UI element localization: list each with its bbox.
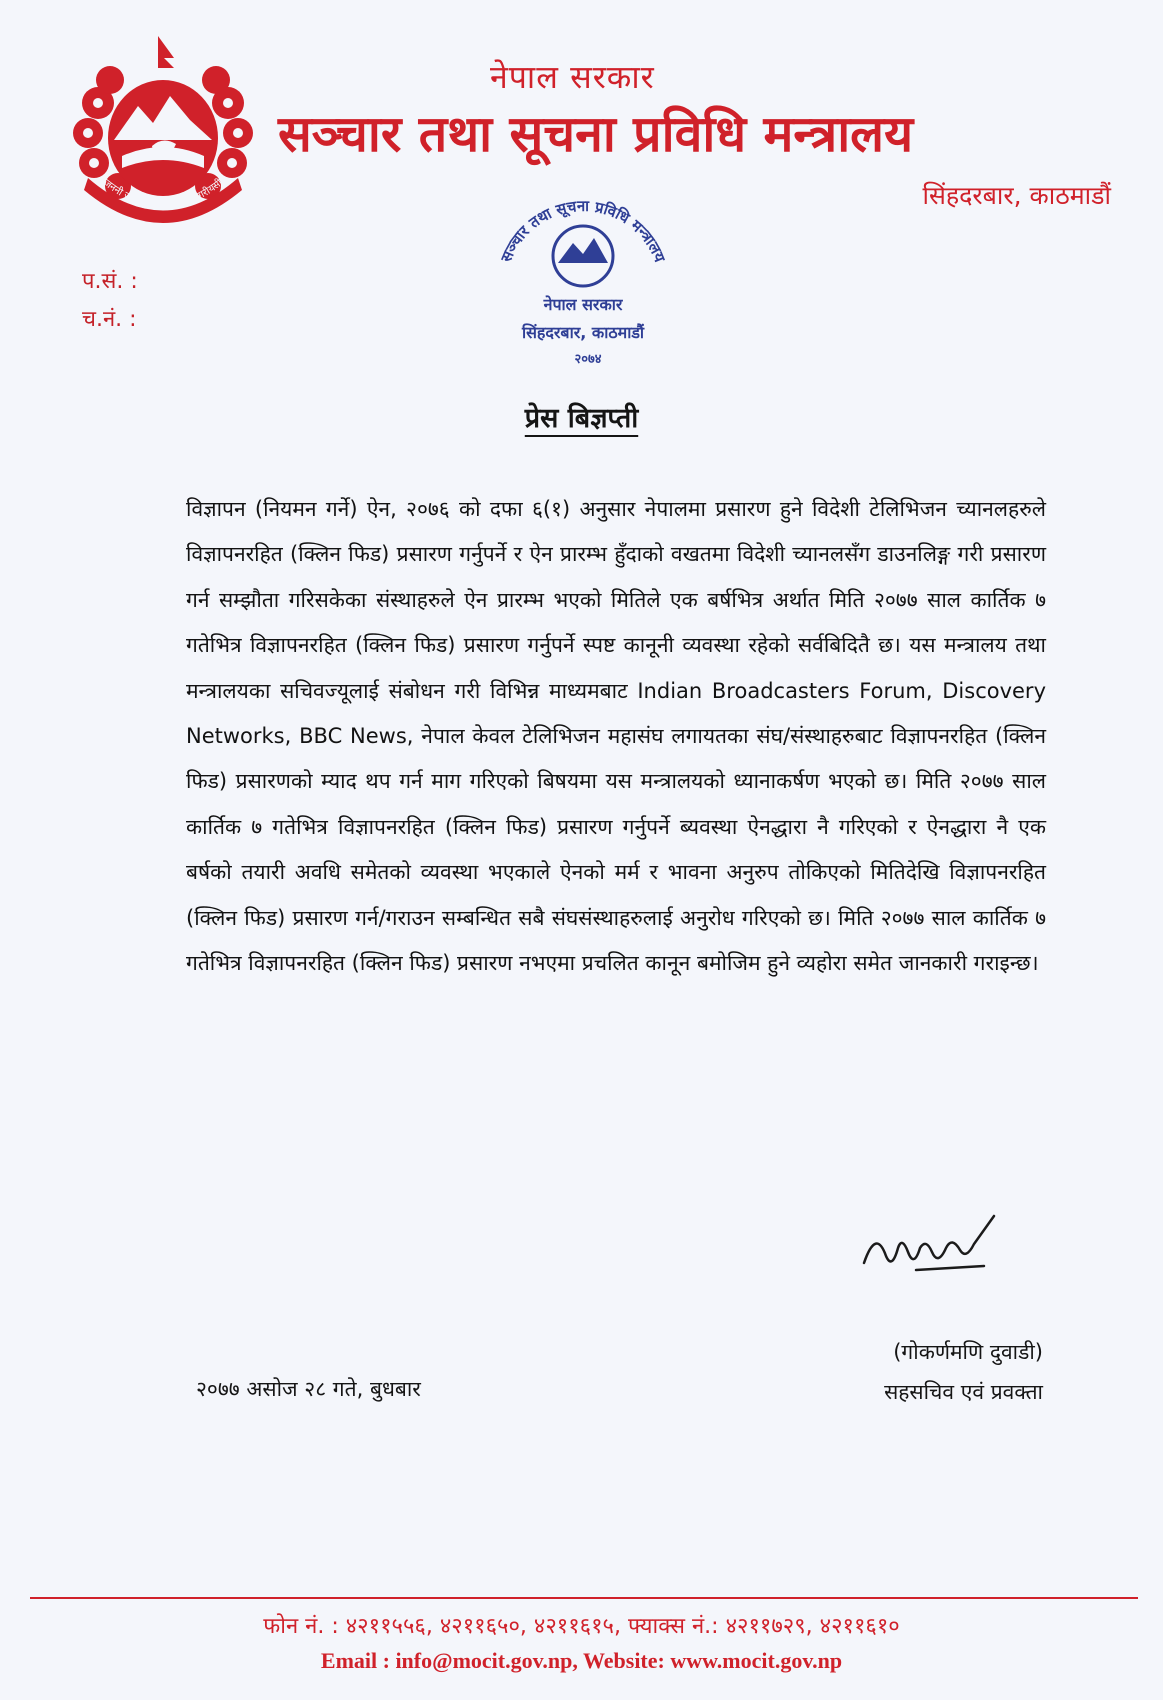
emblem-motto: जननी जन्मभूमिश्च स्वर्गादपि गरीयसी (101, 177, 225, 212)
footer-email-website: Email : info@mocit.gov.np, Website: www.mocit.gov.np (320, 1648, 843, 1673)
footer-phone-fax: फोन नं. : ४२११५५६, ४२११६५०, ४२११६१५, फ्याक्स नं.: ४२११७२९, ४२११६१० (263, 1614, 900, 1639)
stamp-ministry-text: सञ्चार तथा सूचना प्रविधि मन्त्रालय (497, 198, 669, 265)
signature-icon (856, 1208, 1006, 1288)
issue-date: २०७७ असोज २८ गते, बुधबार (196, 1377, 421, 1401)
document-title (0, 398, 1163, 435)
official-stamp-icon (478, 198, 688, 378)
ministry-address: सिंहदरबार, काठमाडौं (922, 181, 1111, 210)
footer-divider (30, 1597, 1138, 1599)
national-emblem-icon (58, 28, 268, 238)
stamp-government-text: नेपाल सरकार (543, 295, 623, 314)
ministry-name: सञ्चार तथा सूचना प्रविधि मन्त्रालय (278, 105, 914, 163)
letter-number-label: प.सं. : (82, 269, 138, 294)
dispatch-number-label: च.नं. : (82, 307, 137, 332)
government-name: नेपाल सरकार (490, 58, 655, 96)
signer-designation: सहसचिव एवं प्रवक्ता (884, 1380, 1043, 1404)
stamp-year-text: २०७४ (574, 352, 602, 367)
stamp-address-text: सिंहदरबार, काठमाडौं (521, 323, 645, 342)
signer-name: (गोकर्णमणि दुवाडी) (893, 1340, 1043, 1364)
title-text: प्रेस बिज्ञप्ती (524, 403, 639, 434)
press-release-body: विज्ञापन (नियमन गर्ने) ऐन, २०७६ को दफा ६(१) अनुसार नेपालमा प्रसारण हुने विदेशी टेलिभिजन च्यानलहरुले विज्ञापनरहित (क्लिन फिड) प्रसारण गर्नुपर्ने र ऐन प्रारम्भ हुँदाको वखतमा विदेशी च्यानलसँग डाउनलिङ्ग गरी प्रसारण गर्न सम्झौता गरिसकेका संस्थाहरुले ऐन प्रारम्भ भएको मितिले एक बर्षभित्र अर्थात मिति २०७७ साल कार्तिक ७ गतेभित्र विज्ञापनरहित (क्लिन फिड) प्रसारण गर्नुपर्ने स्पष्ट कानूनी व्यवस्था रहेको सर्वबिदितै छ। यस मन्त्रालय तथा मन्त्रालयका सचिवज्यूलाई संबोधन गरी विभिन्न माध्यमबाट Indian Broadcasters Forum, Discovery Networks, BBC News, नेपाल केवल टेलिभिजन महासंघ लगायतका संघ/संस्थाहरुबाट विज्ञापनरहित (क्लिन फिड) प्रसारणको म्याद थप गर्न माग गरिएको बिषयमा यस मन्त्रालयको ध्यानाकर्षण भएको छ। मिति २०७७ साल कार्तिक ७ गतेभित्र विज्ञापनरहित (क्लिन फिड) प्रसारण गर्नुपर्ने ब्यवस्था ऐनद्धारा नै गरिएको र ऐनद्धारा नै एक बर्षको तयारी अवधि समेतको व्यवस्था भएकाले ऐनको मर्म र भावना अनुरुप तोकिएको मितिदेखि विज्ञापनरहित (क्लिन फिड) प्रसारण गर्न/गराउन सम्बन्धित सबै संघसंस्थाहरुलाई अनुरोध गरिएको छ। मिति २०७७ साल कार्तिक ७ गतेभित्र विज्ञापनरहित (क्लिन फिड) प्रसारण नभएमा प्रचलित कानून बमोजिम हुने व्यहोरा समेत जानकारी गराइन्छ। (186, 497, 1046, 976)
